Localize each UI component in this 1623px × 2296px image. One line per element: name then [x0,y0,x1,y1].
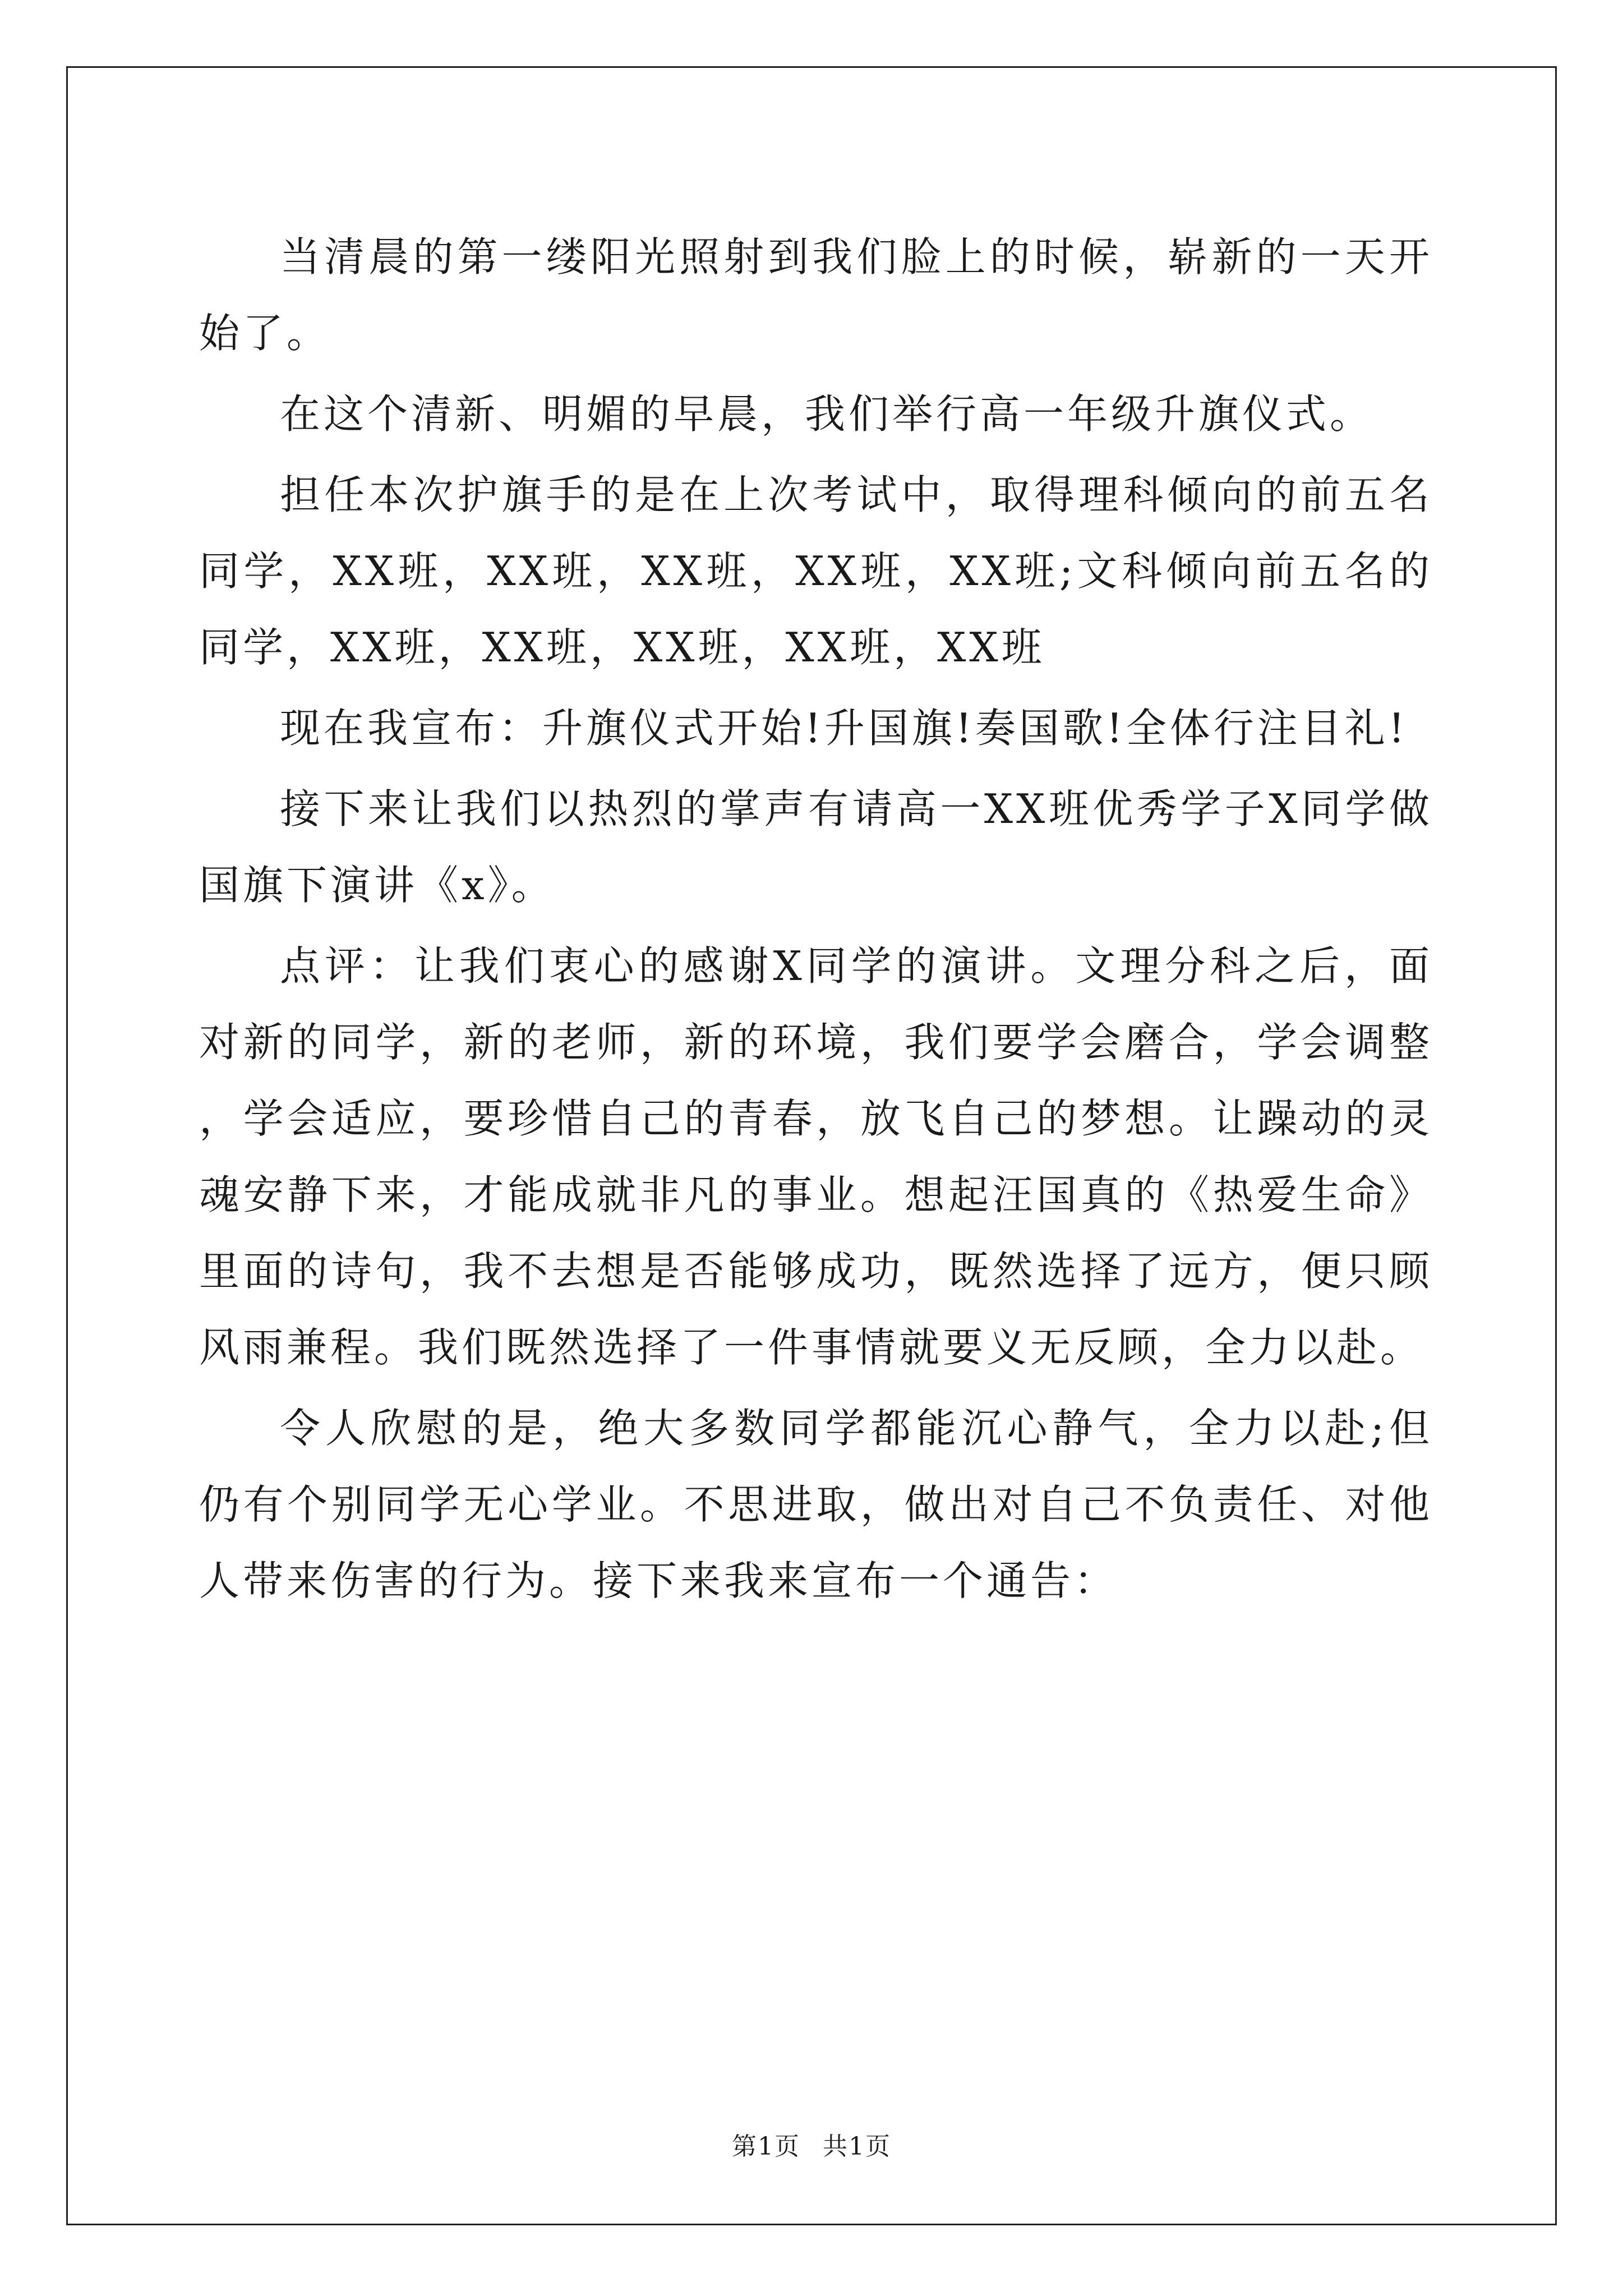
page-footer [0,2126,1623,2162]
paragraph: 点评：让我们衷心的感谢X同学的演讲。文理分科之后，面对新的同学，新的老师，新的环境，我们要学会磨合，学会调整，学会适应，要珍惜自己的青春，放飞自己的梦想。让躁动的灵魂安静下来，才能成就非凡的事业。想起汪国真的《热爱生命》里面的诗句，我不去想是否能够成功，既然选择了远方，便只顾风雨兼程。我们既然选择了一件事情就要义无反顾，全力以赴。 [199,942,1433,1371]
paragraph: 在这个清新、明媚的早晨，我们举行高一年级升旗仪式。 [280,390,1374,438]
paragraph: 令人欣慰的是，绝大多数同学都能沉心静气，全力以赴;但仍有个别同学无心学业。不思进取，做出对自己不负责任、对他人带来伤害的行为。接下来我来宣布一个通告： [199,1405,1433,1604]
document-body [199,219,1433,1619]
paragraph: 现在我宣布：升旗仪式开始!升国旗!奏国歌!全体行注目礼! [280,705,1408,752]
paragraph: 接下来让我们以热烈的掌声有请高一XX班优秀学子X同学做国旗下演讲《x》。 [199,785,1433,909]
paragraph: 当清晨的第一缕阳光照射到我们脸上的时候，崭新的一天开始了。 [199,233,1433,357]
page-total: 共1页 [823,2132,891,2161]
page-number: 第1页 [732,2132,800,2161]
paragraph: 担任本次护旗手的是在上次考试中，取得理科倾向的前五名同学，XX班，XX班，XX班，XX班，XX班;文科倾向前五名的同学，XX班，XX班，XX班，XX班，XX班 [199,471,1433,671]
